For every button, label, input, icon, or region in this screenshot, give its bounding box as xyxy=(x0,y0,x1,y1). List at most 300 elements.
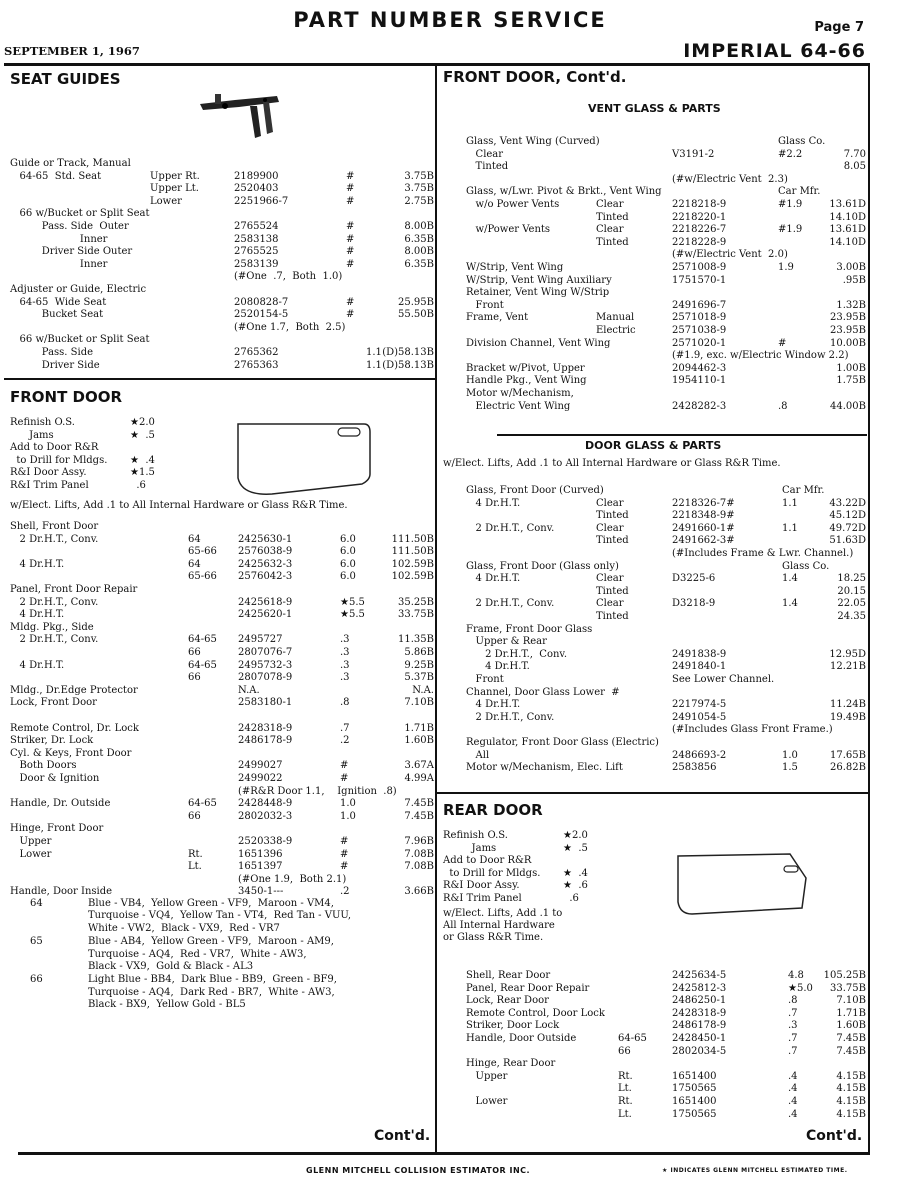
labor-time: Glass Co. xyxy=(778,136,826,147)
model-year: 66 xyxy=(188,647,201,658)
price: 49.72D xyxy=(829,522,866,534)
price: 5.86B xyxy=(404,647,434,658)
part-number: 2491838-9 xyxy=(672,648,727,660)
price: 11.35B xyxy=(398,634,434,646)
labor-description: R&I Door Assy. xyxy=(443,880,520,892)
table-row xyxy=(10,521,434,533)
item-description: Remote Control, Dr. Lock xyxy=(10,722,139,734)
time-marker: # xyxy=(346,246,355,258)
table-row xyxy=(466,983,866,995)
table-row xyxy=(10,748,434,760)
section-title-front-door: FRONT DOOR xyxy=(10,388,123,406)
table-row xyxy=(466,262,866,274)
front-door-illustration xyxy=(232,418,372,498)
right-section-divider xyxy=(437,792,870,794)
item-description: 4 Dr.H.T. xyxy=(466,661,530,673)
part-number: 2428318-9 xyxy=(672,1007,727,1019)
table-row xyxy=(466,995,866,1007)
price: 23.95B xyxy=(830,325,866,336)
list-item xyxy=(10,467,230,479)
bottom-rule xyxy=(18,1152,870,1155)
table-row xyxy=(466,401,866,413)
part-number: 2425630-1 xyxy=(238,533,293,545)
labor-time: ★5.5 xyxy=(340,609,365,621)
top-rule xyxy=(4,63,870,66)
labor-time: # xyxy=(340,861,349,873)
table-row xyxy=(466,1109,866,1121)
item-description: Frame, Vent xyxy=(466,312,529,324)
item-description: 4 Dr.H.T. xyxy=(10,609,65,621)
list-item xyxy=(443,855,663,867)
time-marker: # xyxy=(346,170,355,182)
table-row xyxy=(10,849,434,861)
table-row xyxy=(10,297,434,309)
part-number: 2520338-9 xyxy=(238,836,293,847)
part-number: 2218228-9 xyxy=(672,236,727,248)
price: 8.00B xyxy=(404,246,434,258)
labor-time: Car Mfr. xyxy=(778,186,821,198)
item-description: W/Strip, Vent Wing xyxy=(466,262,564,273)
table-row xyxy=(466,485,866,497)
part-number: 2571008-9 xyxy=(672,262,727,273)
item-description: Bracket w/Pivot, Upper xyxy=(466,362,585,374)
labor-time: .6 xyxy=(563,893,579,904)
item-description: Shell, Rear Door xyxy=(466,970,551,981)
color-code-line: Black - BX9, Yellow Gold - BL5 xyxy=(88,999,246,1011)
labor-description: to Drill for Mldgs. xyxy=(443,867,541,879)
price: 44.00B xyxy=(830,400,866,412)
table-row xyxy=(466,762,866,774)
price: 25.95B xyxy=(398,296,434,308)
price: 4.15B xyxy=(836,1108,866,1120)
item-description: Handle, Door Inside xyxy=(10,886,113,898)
part-number: 2802034-5 xyxy=(672,1045,727,1057)
price: 7.45B xyxy=(404,798,434,810)
labor-time: #1.9 xyxy=(778,224,803,236)
item-description: 4 Dr.H.T. xyxy=(466,699,521,711)
table-row xyxy=(466,598,866,610)
part-number: 2080828-7 xyxy=(234,296,289,308)
labor-time: ★ .4 xyxy=(130,454,155,466)
color-code-line: Blue - AB4, Yellow Green - VF9, Maroon - AM9, xyxy=(88,936,334,948)
item-description: Front xyxy=(466,299,504,311)
labor-time: .4 xyxy=(788,1096,798,1107)
table-row xyxy=(466,699,866,711)
item-variant: Clear xyxy=(596,598,624,610)
labor-time: 1.0 xyxy=(782,749,798,761)
item-description: Striker, Door Lock xyxy=(466,1020,560,1032)
list-item xyxy=(10,455,230,467)
list-item xyxy=(443,843,663,855)
table-row xyxy=(10,811,434,823)
price: 13.61D xyxy=(829,224,866,236)
part-number: 2218220-1 xyxy=(672,211,727,223)
table-row xyxy=(10,622,434,634)
price: 24.35 xyxy=(837,611,866,622)
item-description: All xyxy=(466,749,490,761)
price: 43.22D xyxy=(829,497,866,509)
table-row xyxy=(466,363,866,375)
part-number: 2425620-1 xyxy=(238,609,293,621)
list-item xyxy=(443,868,663,880)
part-number: 2218326-7# xyxy=(672,497,735,509)
table-row xyxy=(466,712,866,724)
part-number: 2765363 xyxy=(234,359,279,371)
item-description: Handle Pkg., Vent Wing xyxy=(466,375,587,387)
price: .95B xyxy=(842,274,866,286)
price: 1.60B xyxy=(404,735,434,747)
part-number: (#One .7, Both 1.0) xyxy=(234,271,343,283)
part-number: 2425812-3 xyxy=(672,982,727,994)
labor-time: .7 xyxy=(788,1045,798,1057)
part-number: 1750565 xyxy=(672,1083,717,1095)
table-row xyxy=(10,697,434,709)
labor-time: ★2.0 xyxy=(130,417,155,428)
color-year: 65 xyxy=(30,936,43,948)
color-code-line: Blue - VB4, Yellow Green - VF9, Maroon - VM4, xyxy=(88,898,334,909)
item-description: Cyl. & Keys, Front Door xyxy=(10,747,132,759)
item-variant: Clear xyxy=(596,573,624,585)
item-description: 4 Dr.H.T. xyxy=(10,659,65,671)
price: 3.67A xyxy=(404,760,434,772)
part-number: 2576042-3 xyxy=(238,571,293,583)
part-number: (#R&R Door 1.1, Ignition .8) xyxy=(238,785,397,797)
price: (D)58.13B xyxy=(382,347,434,358)
time-marker: # xyxy=(346,309,355,321)
table-row xyxy=(10,735,434,747)
labor-time: # xyxy=(340,760,349,772)
table-row xyxy=(10,773,434,785)
labor-time: ★2.0 xyxy=(563,830,588,841)
seat-track-illustration xyxy=(195,92,285,142)
section-title-rear-door: REAR DOOR xyxy=(443,801,543,819)
part-number: 2571020-1 xyxy=(672,337,727,349)
part-number: 2583139 xyxy=(234,258,279,270)
labor-description: to Drill for Mldgs. xyxy=(10,454,108,466)
item-description: 2 Dr.H.T., Conv. xyxy=(466,522,555,534)
model-year: Rt. xyxy=(618,1070,633,1082)
item-description: Glass, w/Lwr. Pivot & Brkt., Vent Wing xyxy=(466,186,662,198)
price: 12.95D xyxy=(829,648,866,660)
price: 1.00B xyxy=(836,362,866,374)
labor-time: .3 xyxy=(340,647,350,658)
price: 1.32B xyxy=(836,299,866,311)
labor-time: 1.4 xyxy=(782,598,798,610)
table-row xyxy=(466,636,866,648)
labor-time: 4.8 xyxy=(788,970,804,981)
item-description: 4 Dr.H.T. xyxy=(466,497,521,509)
labor-description: Jams xyxy=(10,429,54,441)
column-divider xyxy=(435,63,437,1153)
part-number: 2499022 xyxy=(238,773,283,784)
table-row xyxy=(466,136,866,148)
price: 12.21B xyxy=(830,661,866,673)
part-number: 1651400 xyxy=(672,1096,717,1107)
list-item xyxy=(443,880,663,892)
part-number: 2486178-9 xyxy=(238,735,293,747)
table-row xyxy=(10,546,434,558)
item-variant: Clear xyxy=(596,224,624,236)
table-row xyxy=(10,609,434,621)
model-year: 66 xyxy=(618,1045,631,1057)
table-row xyxy=(466,312,866,324)
item-description: Regulator, Front Door Glass (Electric) xyxy=(466,737,659,748)
labor-time: .8 xyxy=(778,400,788,412)
table-row xyxy=(466,1071,866,1083)
labor-time: ★1.5 xyxy=(130,467,155,479)
price: 7.45B xyxy=(404,810,434,822)
color-code-line: Turquoise - VQ4, Yellow Tan - VT4, Red Tan - VUU, xyxy=(88,910,352,922)
labor-time: 1.5 xyxy=(782,762,798,774)
page-title: PART NUMBER SERVICE xyxy=(293,8,607,32)
rear-door-note-3: or Glass R&R Time. xyxy=(443,932,544,943)
part-number: 2428318-9 xyxy=(238,722,293,734)
labor-time: .4 xyxy=(788,1108,798,1120)
price: 33.75B xyxy=(830,982,866,994)
labor-time: 1.9 xyxy=(778,262,794,273)
item-variant: Clear xyxy=(596,522,624,534)
price: 3.75B xyxy=(404,183,434,195)
price: 17.65B xyxy=(830,749,866,761)
item-description: Mldg., Dr.Edge Protector xyxy=(10,684,138,696)
item-description: Lock, Front Door xyxy=(10,697,97,709)
item-description: Retainer, Vent Wing W/Strip xyxy=(466,287,610,299)
part-number: 2571038-9 xyxy=(672,325,727,336)
price: 7.08B xyxy=(404,861,434,873)
price: 23.95B xyxy=(830,312,866,324)
item-description: Hinge, Front Door xyxy=(10,823,104,835)
part-number: 2802032-3 xyxy=(238,810,293,822)
table-row xyxy=(466,350,866,362)
part-number: 1954110-1 xyxy=(672,375,727,387)
price: 4.15B xyxy=(836,1096,866,1107)
price: N.A. xyxy=(412,684,434,696)
labor-description: Jams xyxy=(443,842,497,854)
part-number: 2425618-9 xyxy=(238,596,293,608)
labor-description: R&I Trim Panel xyxy=(443,893,522,904)
table-row xyxy=(466,611,866,623)
item-description: Pass. Side Outer xyxy=(10,221,129,232)
table-row xyxy=(10,208,434,220)
part-number: 2217974-5 xyxy=(672,699,727,711)
table-row xyxy=(466,498,866,510)
price: 22.05 xyxy=(837,598,866,610)
part-number: 2428448-9 xyxy=(238,798,293,810)
color-code-line: Turquoise - AQ4, Dark Red - BR7, White - AW3, xyxy=(88,986,335,998)
price: 3.66B xyxy=(404,886,434,898)
part-number: 2425632-3 xyxy=(238,558,293,570)
part-number: 2765525 xyxy=(234,246,279,258)
price: 7.10B xyxy=(836,995,866,1007)
price: 7.70 xyxy=(843,148,866,160)
labor-time: ★5.0 xyxy=(788,982,813,994)
table-row xyxy=(10,823,434,835)
part-number: 2583856 xyxy=(672,762,717,774)
part-number: (#w/Electric Vent 2.0) xyxy=(672,249,788,261)
table-row xyxy=(10,234,434,246)
labor-time: .7 xyxy=(340,722,350,734)
footer-estimate-note: ★ INDICATES GLENN MITCHELL ESTIMATED TIME. xyxy=(662,1167,848,1174)
price: 7.45B xyxy=(836,1033,866,1044)
table-row xyxy=(10,284,434,296)
part-number: 2491054-5 xyxy=(672,711,727,723)
table-row xyxy=(10,246,434,258)
model-year: 64 xyxy=(188,558,201,570)
table-row xyxy=(10,322,434,334)
table-row xyxy=(466,624,866,636)
item-description: Lower xyxy=(10,848,52,860)
part-number: 2495727 xyxy=(238,634,283,646)
item-description: Handle, Dr. Outside xyxy=(10,798,111,810)
table-row xyxy=(10,710,434,722)
part-number: 2520154-5 xyxy=(234,309,289,321)
item-description: Driver Side Outer xyxy=(10,246,133,258)
table-row xyxy=(10,334,434,346)
table-row xyxy=(10,183,434,195)
part-number: (#1.9, exc. w/Electric Window 2.2) xyxy=(672,350,849,362)
price: 2.75B xyxy=(404,195,434,207)
publication-date: SEPTEMBER 1, 1967 xyxy=(4,44,140,58)
item-description: Division Channel, Vent Wing xyxy=(466,337,611,349)
labor-time: #2.2 xyxy=(778,148,803,160)
item-variant: Electric xyxy=(596,325,636,336)
price: 6.35B xyxy=(404,258,434,270)
labor-time: 1.0 xyxy=(340,798,356,810)
item-variant: Tinted xyxy=(596,611,629,622)
model-year: 65-66 xyxy=(188,571,217,583)
price: 111.50B xyxy=(391,533,434,545)
item-description: Front xyxy=(466,674,504,685)
item-description: Inner xyxy=(10,233,108,245)
part-number: 2583180-1 xyxy=(238,697,293,709)
price: 13.61D xyxy=(829,199,866,210)
labor-time: 1.1 xyxy=(366,347,382,358)
subsection-title-door-glass: DOOR GLASS & PARTS xyxy=(585,439,722,452)
price: 51.63D xyxy=(829,535,866,547)
price: 1.75B xyxy=(836,375,866,387)
table-row xyxy=(10,874,434,886)
labor-time: .2 xyxy=(340,735,350,747)
model-year: 65-66 xyxy=(188,546,217,558)
part-number: 2576038-9 xyxy=(238,546,293,558)
price: 55.50B xyxy=(398,309,434,321)
price: 4.15B xyxy=(836,1070,866,1082)
item-description: Upper & Rear xyxy=(466,636,547,648)
item-description: Handle, Door Outside xyxy=(466,1033,577,1044)
item-description: Bucket Seat xyxy=(10,309,104,321)
time-marker: # xyxy=(346,233,355,245)
model-year: 66 xyxy=(188,810,201,822)
time-marker: # xyxy=(346,258,355,270)
table-row xyxy=(10,171,434,183)
model-year: Rt. xyxy=(188,848,203,860)
table-row xyxy=(10,347,434,359)
part-number: (#One 1.7, Both 2.5) xyxy=(234,321,346,333)
labor-description: Add to Door R&R xyxy=(443,855,532,867)
labor-time: .7 xyxy=(788,1007,798,1019)
price: 1.71B xyxy=(836,1007,866,1019)
item-description: 66 w/Bucket or Split Seat xyxy=(10,334,150,346)
labor-time: .8 xyxy=(340,697,350,709)
item-description: Electric Vent Wing xyxy=(466,400,571,412)
item-description: 2 Dr.H.T., Conv. xyxy=(10,634,99,646)
price: 102.59B xyxy=(391,558,434,570)
item-description: Channel, Door Glass Lower # xyxy=(466,686,620,698)
part-number: (#w/Electric Vent 2.3) xyxy=(672,173,788,185)
item-description: 64-65 Std. Seat xyxy=(10,170,102,182)
table-row xyxy=(10,221,434,233)
item-description: w/o Power Vents xyxy=(466,199,560,210)
model-year: 64-65 xyxy=(188,659,217,671)
labor-time: .3 xyxy=(788,1020,798,1032)
price: 5.37B xyxy=(404,672,434,684)
table-row xyxy=(10,861,434,873)
price: 7.96B xyxy=(404,836,434,847)
part-number: 2094462-3 xyxy=(672,362,727,374)
labor-time: ★ .6 xyxy=(563,880,588,892)
table-row xyxy=(466,687,866,699)
part-number: D3225-6 xyxy=(672,573,716,585)
labor-time: 6.0 xyxy=(340,533,356,545)
item-description: Lock, Rear Door xyxy=(466,995,549,1007)
time-marker: # xyxy=(346,221,355,232)
item-description: Adjuster or Guide, Electric xyxy=(10,284,147,295)
price: 4.15B xyxy=(836,1083,866,1095)
table-row xyxy=(10,559,434,571)
item-description: Guide or Track, Manual xyxy=(10,158,131,169)
part-number: 2251966-7 xyxy=(234,195,289,207)
price: 3.75B xyxy=(404,170,434,182)
item-description: Shell, Front Door xyxy=(10,521,99,532)
price: 9.25B xyxy=(404,659,434,671)
table-row xyxy=(466,1033,866,1045)
table-row xyxy=(466,249,866,261)
color-code-line: Black - VX9, Gold & Black - AL3 xyxy=(88,961,254,972)
table-row xyxy=(466,586,866,598)
labor-time: #1.9 xyxy=(778,199,803,210)
part-number: See Lower Channel. xyxy=(672,674,775,685)
part-number: N.A. xyxy=(238,684,260,696)
table-row xyxy=(466,573,866,585)
price: 26.82B xyxy=(830,762,866,774)
table-row xyxy=(10,836,434,848)
list-item xyxy=(443,830,663,842)
table-row xyxy=(466,375,866,387)
labor-time: 6.0 xyxy=(340,546,356,558)
model-year: 64-65 xyxy=(188,634,217,646)
labor-time: .3 xyxy=(340,672,350,684)
labor-time: .7 xyxy=(788,1033,798,1044)
item-description: Motor w/Mechanism, Elec. Lift xyxy=(466,762,623,774)
part-number: 2486693-2 xyxy=(672,749,727,761)
list-item xyxy=(10,442,230,454)
model-year: 66 xyxy=(188,672,201,684)
labor-time: # xyxy=(340,773,349,784)
table-row xyxy=(466,186,866,198)
item-description: 2 Dr.H.T., Conv. xyxy=(10,533,99,545)
item-description: W/Strip, Vent Wing Auxiliary xyxy=(466,274,612,286)
item-description: Panel, Front Door Repair xyxy=(10,584,138,595)
labor-time: .4 xyxy=(788,1083,798,1095)
table-row xyxy=(10,672,434,684)
part-number: 2571018-9 xyxy=(672,312,727,324)
item-description: Clear xyxy=(466,148,504,160)
part-number: 2428282-3 xyxy=(672,400,727,412)
price: 19.49B xyxy=(830,711,866,723)
model-year: 64 xyxy=(188,533,201,545)
price: 33.75B xyxy=(398,609,434,621)
part-number: 2189900 xyxy=(234,170,279,182)
